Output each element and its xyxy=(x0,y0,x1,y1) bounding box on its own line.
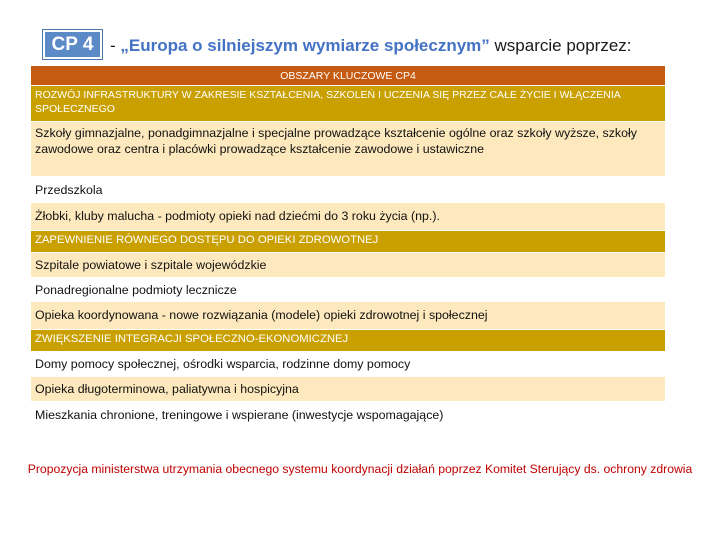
table-header: OBSZARY KLUCZOWE CP4 xyxy=(31,66,665,86)
cp4-badge: CP 4 xyxy=(43,30,102,59)
title-highlight: „Europa o silniejszym wymiarze społecznym” xyxy=(120,36,490,55)
table-row-sheltered-housing: Mieszkania chronione, treningowe i wspierane (inwestycje wspomagające) xyxy=(31,402,665,428)
table-row-nurseries: Żłobki, kluby malucha - podmioty opieki nad dziećmi do 3 roku życia (np.). xyxy=(31,203,665,231)
table-row-longterm-care: Opieka długoterminowa, paliatywna i hospicyjna xyxy=(31,377,665,402)
slide-title xyxy=(110,36,632,56)
section-row-integration: ZWIĘKSZENIE INTEGRACJI SPOŁECZNO-EKONOMICZNEJ xyxy=(31,330,665,352)
title-prefix: - xyxy=(110,36,121,55)
table-row-coordinated-care: Opieka koordynowana - nowe rozwiązania (modele) opieki zdrowotnej i społecznej xyxy=(31,302,665,330)
table-row-care-homes: Domy pomocy społecznej, ośrodki wsparcia, rodzinne domy pomocy xyxy=(31,352,665,377)
table-row-schools: Szkoły gimnazjalne, ponadgimnazjalne i specjalne prowadzące kształcenie ogólne oraz szkoły wyższe, szkoły zawodowe oraz centra i placówki prowadzące kształcenie zawodowe i ustawiczne xyxy=(31,122,665,177)
section-row-health: ZAPEWNIENIE RÓWNEGO DOSTĘPU DO OPIEKI ZDROWOTNEJ xyxy=(31,231,665,253)
title-suffix: wsparcie poprzez: xyxy=(489,36,632,55)
table-row-preschools: Przedszkola xyxy=(31,177,665,203)
section-row-education: ROZWÓJ INFRASTRUKTURY W ZAKRESIE KSZTAŁCENIA, SZKOLEŃ I UCZENIA SIĘ PRZEZ CAŁE ŻYCIE I WŁĄCZENIA SPOŁECZNEGO xyxy=(31,86,665,122)
key-areas-table xyxy=(31,66,665,428)
table-row-supraregional: Ponadregionalne podmioty lecznicze xyxy=(31,278,665,302)
table-row-hospitals: Szpitale powiatowe i szpitale wojewódzkie xyxy=(31,253,665,278)
footer-note: Propozycja ministerstwa utrzymania obecnego systemu koordynacji działań poprzez Komitet Sterujący ds. ochrony zdrowia xyxy=(27,462,693,476)
